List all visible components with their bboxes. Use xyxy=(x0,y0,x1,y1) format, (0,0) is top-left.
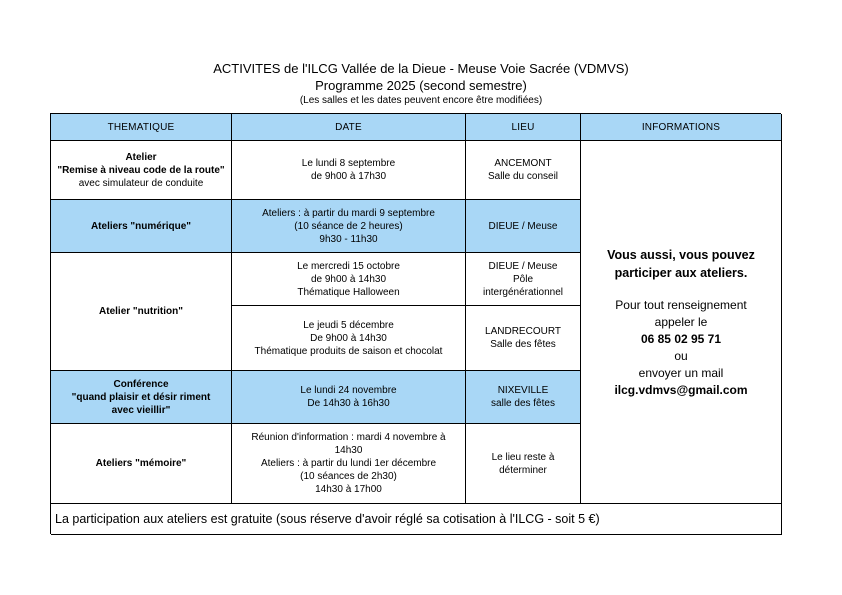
theme-line: avec vieillir" xyxy=(111,404,171,416)
info-line: ou xyxy=(674,348,688,363)
lieu-line: NIXEVILLE xyxy=(497,385,549,396)
info-line: Pour tout renseignement xyxy=(615,297,747,312)
date-cell xyxy=(232,371,466,424)
theme-cell-numerique: Ateliers "numérique" xyxy=(51,200,232,253)
date-line: 14h30 xyxy=(334,445,363,456)
info-phone: 06 85 02 95 71 xyxy=(640,331,722,346)
info-line: envoyer un mail xyxy=(638,365,724,380)
column-header-informations: INFORMATIONS xyxy=(581,114,782,141)
lieu-line: Le lieu reste à xyxy=(491,451,555,463)
info-headline: participer aux ateliers. xyxy=(614,265,748,280)
date-line: de 9h00 à 14h30 xyxy=(310,273,387,285)
date-cell xyxy=(232,253,466,306)
lieu-line: LANDRECOURT xyxy=(485,326,561,337)
lieu-cell xyxy=(466,371,581,424)
date-line: Thématique produits de saison et chocolat xyxy=(254,345,443,357)
theme-line: "Remise à niveau code de la route" xyxy=(57,164,225,176)
date-line: Le jeudi 5 décembre xyxy=(303,319,394,331)
date-line: Réunion d'information : mardi 4 novembre à xyxy=(251,432,446,443)
date-line: Le lundi 24 novembre xyxy=(300,385,397,396)
lieu-cell: DIEUE / Meuse xyxy=(466,200,581,253)
date-line: De 14h30 à 16h30 xyxy=(307,398,390,409)
date-line: Le mercredi 15 octobre xyxy=(297,260,400,272)
date-cell xyxy=(232,424,466,504)
info-email: ilcg.vdmvs@gmail.com xyxy=(614,382,748,397)
theme-line: Conférence xyxy=(113,378,169,390)
date-line: (10 séance de 2 heures) xyxy=(294,220,403,232)
lieu-cell xyxy=(466,253,581,306)
table-footer: La participation aux ateliers est gratuite (sous réserve d'avoir réglé sa cotisation à l'ILCG - soit 5 €) xyxy=(51,504,782,535)
theme-line: "quand plaisir et désir riment xyxy=(71,391,211,403)
date-line: Ateliers : à partir du mardi 9 septembre xyxy=(262,207,435,219)
date-line: Ateliers : à partir du lundi 1er décembre xyxy=(260,458,437,469)
lieu-cell xyxy=(466,424,581,504)
lieu-cell xyxy=(466,306,581,371)
informations-cell xyxy=(581,141,782,504)
date-line: (10 séances de 2h30) xyxy=(300,471,397,482)
lieu-line: Pôle xyxy=(512,273,533,285)
activities-table xyxy=(50,113,781,534)
lieu-line: DIEUE / Meuse xyxy=(488,260,558,272)
info-headline: Vous aussi, vous pouvez xyxy=(607,247,755,262)
date-cell xyxy=(232,200,466,253)
theme-cell-memoire: Ateliers "mémoire" xyxy=(51,424,232,504)
lieu-line: salle des fêtes xyxy=(491,398,555,409)
date-line: 9h30 - 11h30 xyxy=(319,233,378,245)
column-header-thematique: THEMATIQUE xyxy=(51,114,232,141)
date-line: Le lundi 8 septembre xyxy=(301,158,396,169)
page-note: (Les salles et les dates peuvent encore être modifiées) xyxy=(299,95,543,106)
info-line: appeler le xyxy=(654,314,708,329)
theme-line: Atelier xyxy=(125,151,157,163)
theme-extra: avec simulateur de conduite xyxy=(78,177,204,189)
lieu-line: Salle des fêtes xyxy=(490,339,556,350)
theme-cell-conference xyxy=(51,371,232,424)
date-line: Thématique Halloween xyxy=(297,286,400,298)
date-cell xyxy=(232,141,466,200)
date-line: 14h30 à 17h00 xyxy=(315,484,382,495)
page-subtitle: Programme 2025 (second semestre) xyxy=(315,78,527,93)
lieu-cell xyxy=(466,141,581,200)
lieu-line: ANCEMONT xyxy=(494,158,552,169)
date-line: De 9h00 à 14h30 xyxy=(310,332,387,344)
page-title: ACTIVITES de l'ILCG Vallée de la Dieue - Meuse Voie Sacrée (VDMVS) xyxy=(213,61,629,76)
lieu-line: déterminer xyxy=(499,464,547,476)
column-header-lieu: LIEU xyxy=(466,114,581,141)
lieu-line: intergénérationnel xyxy=(482,286,564,298)
date-cell xyxy=(232,306,466,371)
column-header-date: DATE xyxy=(232,114,466,141)
date-line: de 9h00 à 17h30 xyxy=(310,171,387,182)
theme-cell-code-route xyxy=(51,141,232,200)
theme-cell-nutrition: Atelier "nutrition" xyxy=(51,253,232,371)
lieu-line: Salle du conseil xyxy=(487,171,559,182)
